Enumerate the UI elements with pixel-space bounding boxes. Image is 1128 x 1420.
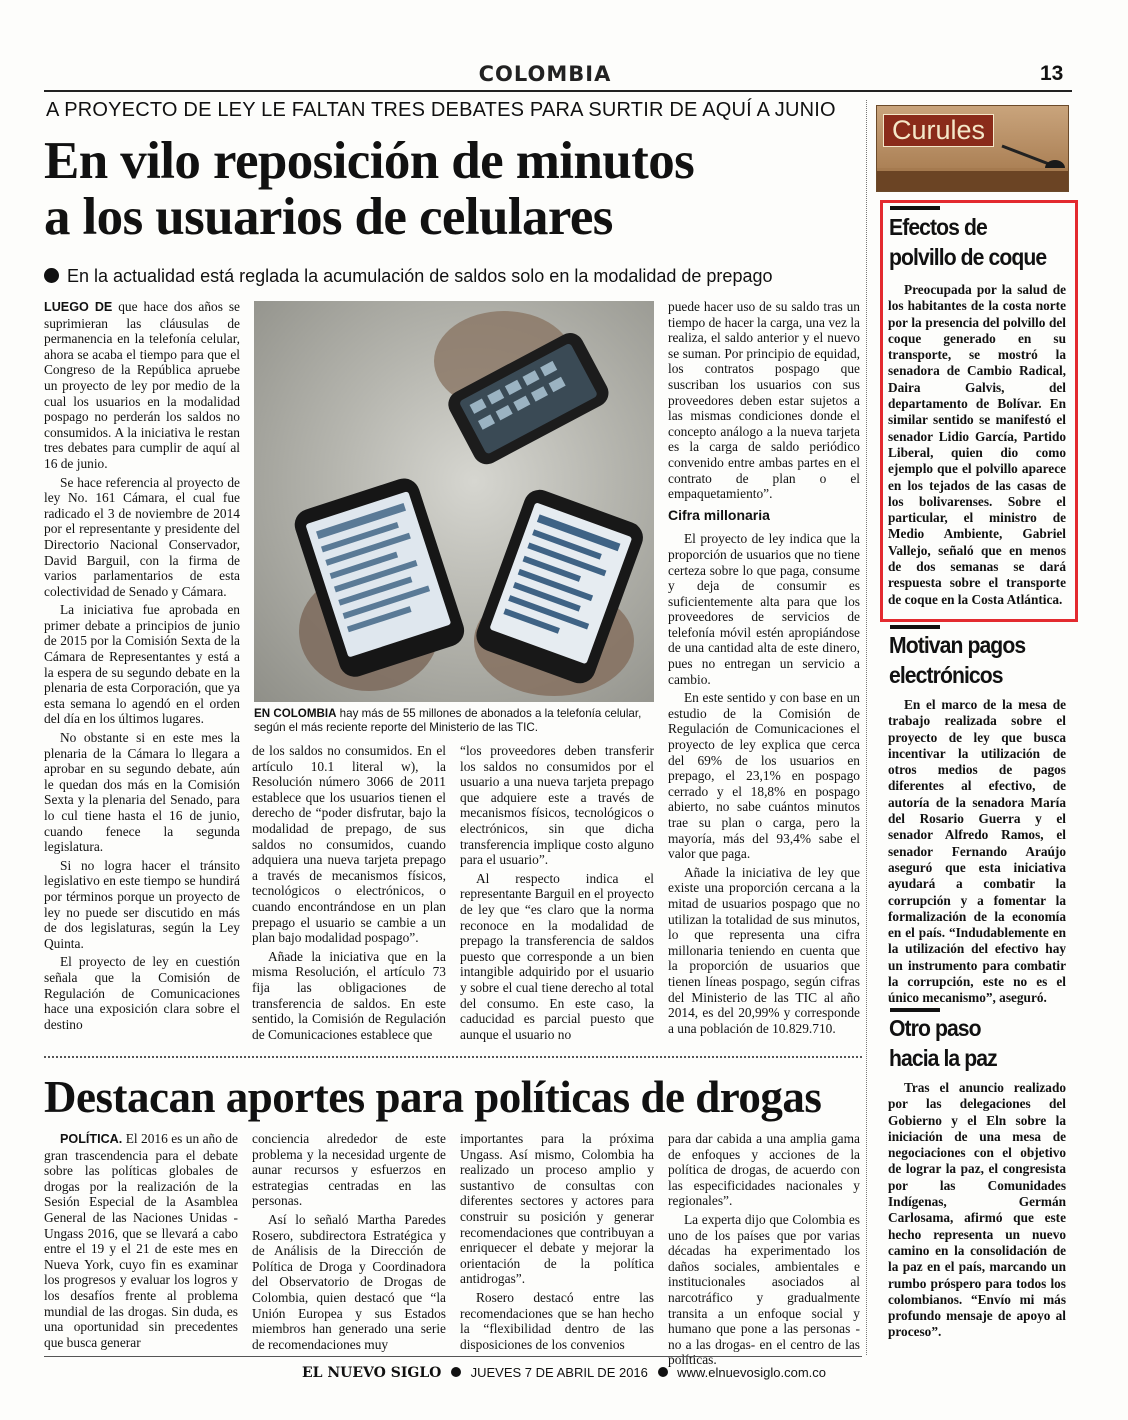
paragraph: importantes para la próxima Ungass. Así mismo, Colombia ha realizado un proceso amplio y sustantivo de consultas con diferentes sectores y actores para construir su posición y generar recomendaciones que contribuyan a enriquecer el debate y mejorar la orientación de la política antidrogas”. <box>460 1131 654 1287</box>
paragraph: En este sentido y con base en un estudio de la Comisión de Regulación de Comunicaciones el proyecto de ley explica que cerca del 69% de los usuarios en prepago, el 23,1% en pospago cerrado y el 18,8% en pospago abierto, no sabe cuántos minutos trae su plan o carga, pero la mayoría, más del 93,4% sabe el valor que paga. <box>668 690 860 862</box>
article2-column-1 <box>44 1131 238 1353</box>
paragraph: puede hacer uso de su saldo tras un tiempo de hacer la carga, una vez la realiza, el saldo anterior y el nuevo se suman. Por principio de equidad, los contratos pospago que suscriban los usuarios con sus proveedores deben estar sujetos a las mismas condiciones donde el concepto análogo a la nueva tarjeta es la carga de saldo periódico convenido entre ambas partes en el contrato de plan o el empaquetamiento”. <box>668 299 860 502</box>
article-separator <box>44 1056 862 1058</box>
caption-text: hay más de 55 millones de abonados a la telefonía celular, según el más reciente reporte del Ministerio de las TIC. <box>254 707 642 734</box>
page-number: 13 <box>1040 62 1064 85</box>
paragraph: Al respecto indica el representante Barguil en el proyecto de ley que “es claro que la norma reconoce en la modalidad de prepago la transferencia de saldos puesto que corresponde a un bien intangible adquirido por el usuario y sobre el cual tiene derecho al total del consumo. En este caso, la caducidad es parcial puesto que aunque el usuario no <box>460 870 654 1042</box>
paragraph: Si no logra hacer el tránsito legislativo en este tiempo se hundirá por términos porque un proyecto de ley no puede ser discutido en más de dos legislaturas, según la Ley Quinta. <box>44 857 240 951</box>
paragraph: La iniciativa fue aprobada en primer debate a principios de junio de 2015 por la Comisión Sexta de la Cámara de Representantes y está a la espera de su segundo debate en la plenaria de esta Corporación, que ya esta semana lo agendó en el orden del día en los últimos lugares. <box>44 602 240 727</box>
paragraph: “los proveedores deben transferir los saldos no consumidos por el usuario a una nueva tarjeta prepago que adquiere este a través de mecanismos físicos, tecnológicos o electrónicos, sin que dicha transferencia implique costo alguno para el usuario”. <box>460 743 654 868</box>
title-line: Otro paso <box>889 1015 981 1041</box>
paragraph <box>44 299 240 472</box>
title-line: polvillo de coque <box>889 244 1047 270</box>
caption-lead: EN COLOMBIA <box>254 707 337 720</box>
bullet-icon <box>658 1367 668 1377</box>
paragraph: No obstante si en este mes la plenaria de la Cámara lo llegara a aprobar en su segundo debate, aún le quedan dos más en la Comisión Sexta y la plenaria del Senado, para lo cul tiene hasta el 16 de junio, cuando fenece la segunda legislatura. <box>44 730 240 855</box>
phones-illustration <box>254 301 654 702</box>
article2-headline: Destacan aportes para políticas de drogas <box>44 1072 822 1122</box>
bullet-icon <box>44 268 59 283</box>
bullet-icon <box>451 1367 461 1377</box>
sidebar-item-text <box>888 1080 1066 1340</box>
paragraph: para dar cabida a una amplia gama de enfoques y acciones de la política de drogas, de acuerdo con las especificidades nacionales y regionales”. <box>668 1131 860 1209</box>
headline-line-2: a los usuarios de celulares <box>44 188 613 246</box>
paragraph: Rosero destacó entre las recomendaciones que se han hecho la “flexibilidad dentro de las disposiciones de los convenios <box>460 1289 654 1352</box>
title-line: Motivan pagos <box>889 632 1026 658</box>
paragraph: Así lo señaló Martha Paredes Rosero, subdirectora Estratégica y de Análisis de la Dirección de Política de Droga y Coordinadora del Observatorio de Drogas de Colombia, quien destacó que “la Unión Europea y sus Estados miembros han generado una serie de recomendaciones muy <box>252 1211 446 1352</box>
article-lead <box>44 264 844 288</box>
footer-rule <box>44 1356 862 1357</box>
paragraph: En el marco de la mesa de trabajo realizada sobre el proyecto de ley que busca incentivar la utilización de otros medios de pagos diferentes al efectivo, de autoría de la senadora María del Rosario Guerra y el senador Alfredo Ramos, el senador Fernando Araújo aseguró que esta iniciativa ayudará a combatir la corrupción y a fomentar la formalización de la economía en el país. “Indudablemente en la utilización del efectivo hay un instrumento para combatir la corrupción, este no es el único mecanismo”, aseguró. <box>888 697 1066 1006</box>
footer-masthead: EL NUEVO SIGLO <box>301 1365 442 1381</box>
paragraph: La experta dijo que Colombia es uno de los países que por varias décadas ha experimentado los daños sociales, ambientales e institucionales asociados al narcotráfico y gradualmente transita a un enfoque social y humano que pone a las personas -no a las drogas- en el centro de las políticas. <box>668 1211 860 1368</box>
article2-column-2 <box>252 1131 446 1353</box>
subheading: Cifra millonaria <box>668 506 770 523</box>
headline-line-1: En vilo reposición de minutos <box>44 132 695 190</box>
paragraph: El proyecto de ley en cuestión señala que la Comisión de Regulación de Comunicaciones hace una exposición clara sobre el destino <box>44 954 240 1032</box>
article-kicker: A PROYECTO DE LEY LE FALTAN TRES DEBATES PARA SURTIR DE AQUÍ A JUNIO <box>46 99 836 121</box>
article-column-2 <box>252 743 446 1043</box>
page-footer <box>0 1365 1128 1381</box>
paragraph: Se hace referencia al proyecto de ley No. 161 Cámara, el cual fue radicado el 3 de noviembre de 2014 por el representante y presidente del Directorio Nacional Conservador, David Barguil, con la firma de varios parlamentarios de esta colectividad de Senado y Cámara. <box>44 474 240 599</box>
title-line: hacia la paz <box>889 1045 997 1071</box>
sidebar-rule <box>890 1008 940 1012</box>
lead-word: LUEGO DE <box>44 300 113 314</box>
sidebar-item-title <box>889 212 1064 272</box>
section-label: COLOMBIA <box>478 62 612 86</box>
lead-word: POLÍTICA. <box>60 1132 123 1146</box>
article-headline <box>44 133 854 245</box>
photo-caption <box>254 707 654 735</box>
header-rule <box>44 90 1072 92</box>
paragraph-text: que hace dos años se suprimieran las cláusulas de permanencia en la telefonía celular, ahora se acaba el tiempo para que el Congreso de la República apruebe un proyecto de ley por medio de la cual los usuarios en la modalidad pospago no perderán los saldos no consumidos. A la iniciativa le restan tres debates para cumplir de aquí al 16 de junio. <box>44 299 240 471</box>
footer-date: JUEVES 7 DE ABRIL DE 2016 <box>470 1365 648 1380</box>
title-line: Efectos de <box>889 214 987 240</box>
article2-column-3 <box>460 1131 654 1353</box>
paragraph: El proyecto de ley indica que la proporción de usuarios que no tiene certeza sobre lo que paga, consume y deja de consumir es suficientemente alta para que los proveedores de servicios de telefonía móvil estén apropiándose de una cantidad alta de este dinero, pues no entregan un servicio a cambio. <box>668 531 860 687</box>
article-column-1 <box>44 299 240 1043</box>
paragraph-text: El 2016 es un año de gran trascendencia para el debate sobre las políticas globales de drogas por la realización de la Sesión Especial de la Asamblea General de las Naciones Unidas - Ungass 2016, que se llevará a cabo entre el 19 y el 21 de este mes en Nueva York, cuyo fin es examinar los progresos y evaluar los logros y los desafíos frente al problema mundial de las drogas. Sin duda, es una oportunidad sin precedentes que busca generar <box>44 1131 238 1350</box>
paragraph: de los saldos no consumidos. En el artículo 10.1 literal w), la Resolución número 3066 de 2011 establece que los usuarios tienen el derecho de “poder disfrutar, bajo la modalidad de prepago, de sus saldos no consumidos, cuando adquiera una nueva tarjeta prepago a través de mecanismos físicos, tecnológicos o electrónicos, o cuando encontrándose en un plan prepago el usuario se cambie a un plan bajo modalidad pospago”. <box>252 743 446 946</box>
sidebar-divider <box>866 100 867 1355</box>
curules-title: Curules <box>883 114 994 147</box>
paragraph: conciencia alrededor de este problema y la necesidad urgente de aunar recursos y esfuerzos en estrategias centradas en las personas. <box>252 1131 446 1209</box>
paragraph: Preocupada por la salud de los habitantes de la costa norte por la presencia del polvillo del coque generado en su transporte, se mostró la senadora de Cambio Radical, Daira Galvis, del departamento de Bolívar. En similar sentido se manifestó el senador Lidio García, Partido Liberal, quien dio como ejemplo que el polvillo aparece en los tejados de las casas de los bolivarenses. Sobre el particular, el ministro de Medio Ambiente, Gabriel Vallejo, señaló que en menos de dos semanas se dará respuesta sobre el transporte de coque en la Costa Atlántica. <box>888 282 1066 607</box>
microphone-icon <box>877 106 1068 191</box>
paragraph: Tras el anuncio realizado por las delegaciones del Gobierno y el Eln sobre la iniciación de una mesa de negociaciones con el objetivo de lograr la paz, el congresista por las Comunidades Indígenas, Germán Carlosama, afirmó que este hecho representa un nuevo camino en la consolidación de la paz en el país, marcando un rumbo próspero para todos los colombianos. “Envío mi más profundo mensaje de apoyo al proceso”. <box>888 1080 1066 1340</box>
sidebar-item-title <box>889 1013 1064 1073</box>
article-column-4 <box>668 299 860 1043</box>
sidebar-item-text <box>888 697 1066 1006</box>
footer-url: www.elnuevosiglo.com.co <box>677 1365 827 1380</box>
sidebar-item-title <box>889 630 1064 690</box>
lead-text: En la actualidad está reglada la acumulación de saldos solo en la modalidad de prepago <box>67 266 773 286</box>
paragraph: Añade la iniciativa de ley que existe una proporción cercana a la mitad de usuarios pospago que no utilizan la totalidad de sus minutos, lo que representa una cifra millonaria teniendo en cuenta que la proporción de usuarios que tienen líneas pospago, según cifras del Ministerio de las TIC al año 2014, es del 20,99% y corresponde a una población de 10.829.710. <box>668 864 860 1036</box>
sidebar-rule <box>890 625 940 629</box>
article2-column-4 <box>668 1131 860 1368</box>
phones-photo <box>254 301 654 702</box>
paragraph: Añade la iniciativa que en la misma Resolución, el artículo 73 fija las obligaciones de transferencia de saldos. En este sentido, la Comisión de Regulación de Comunicaciones establece que <box>252 948 446 1042</box>
article-column-3 <box>460 743 654 1043</box>
sidebar-item-text <box>888 282 1066 612</box>
sidebar-rule <box>890 206 940 210</box>
title-line: electrónicos <box>889 662 1003 688</box>
curules-banner <box>876 105 1069 192</box>
paragraph <box>44 1131 238 1350</box>
